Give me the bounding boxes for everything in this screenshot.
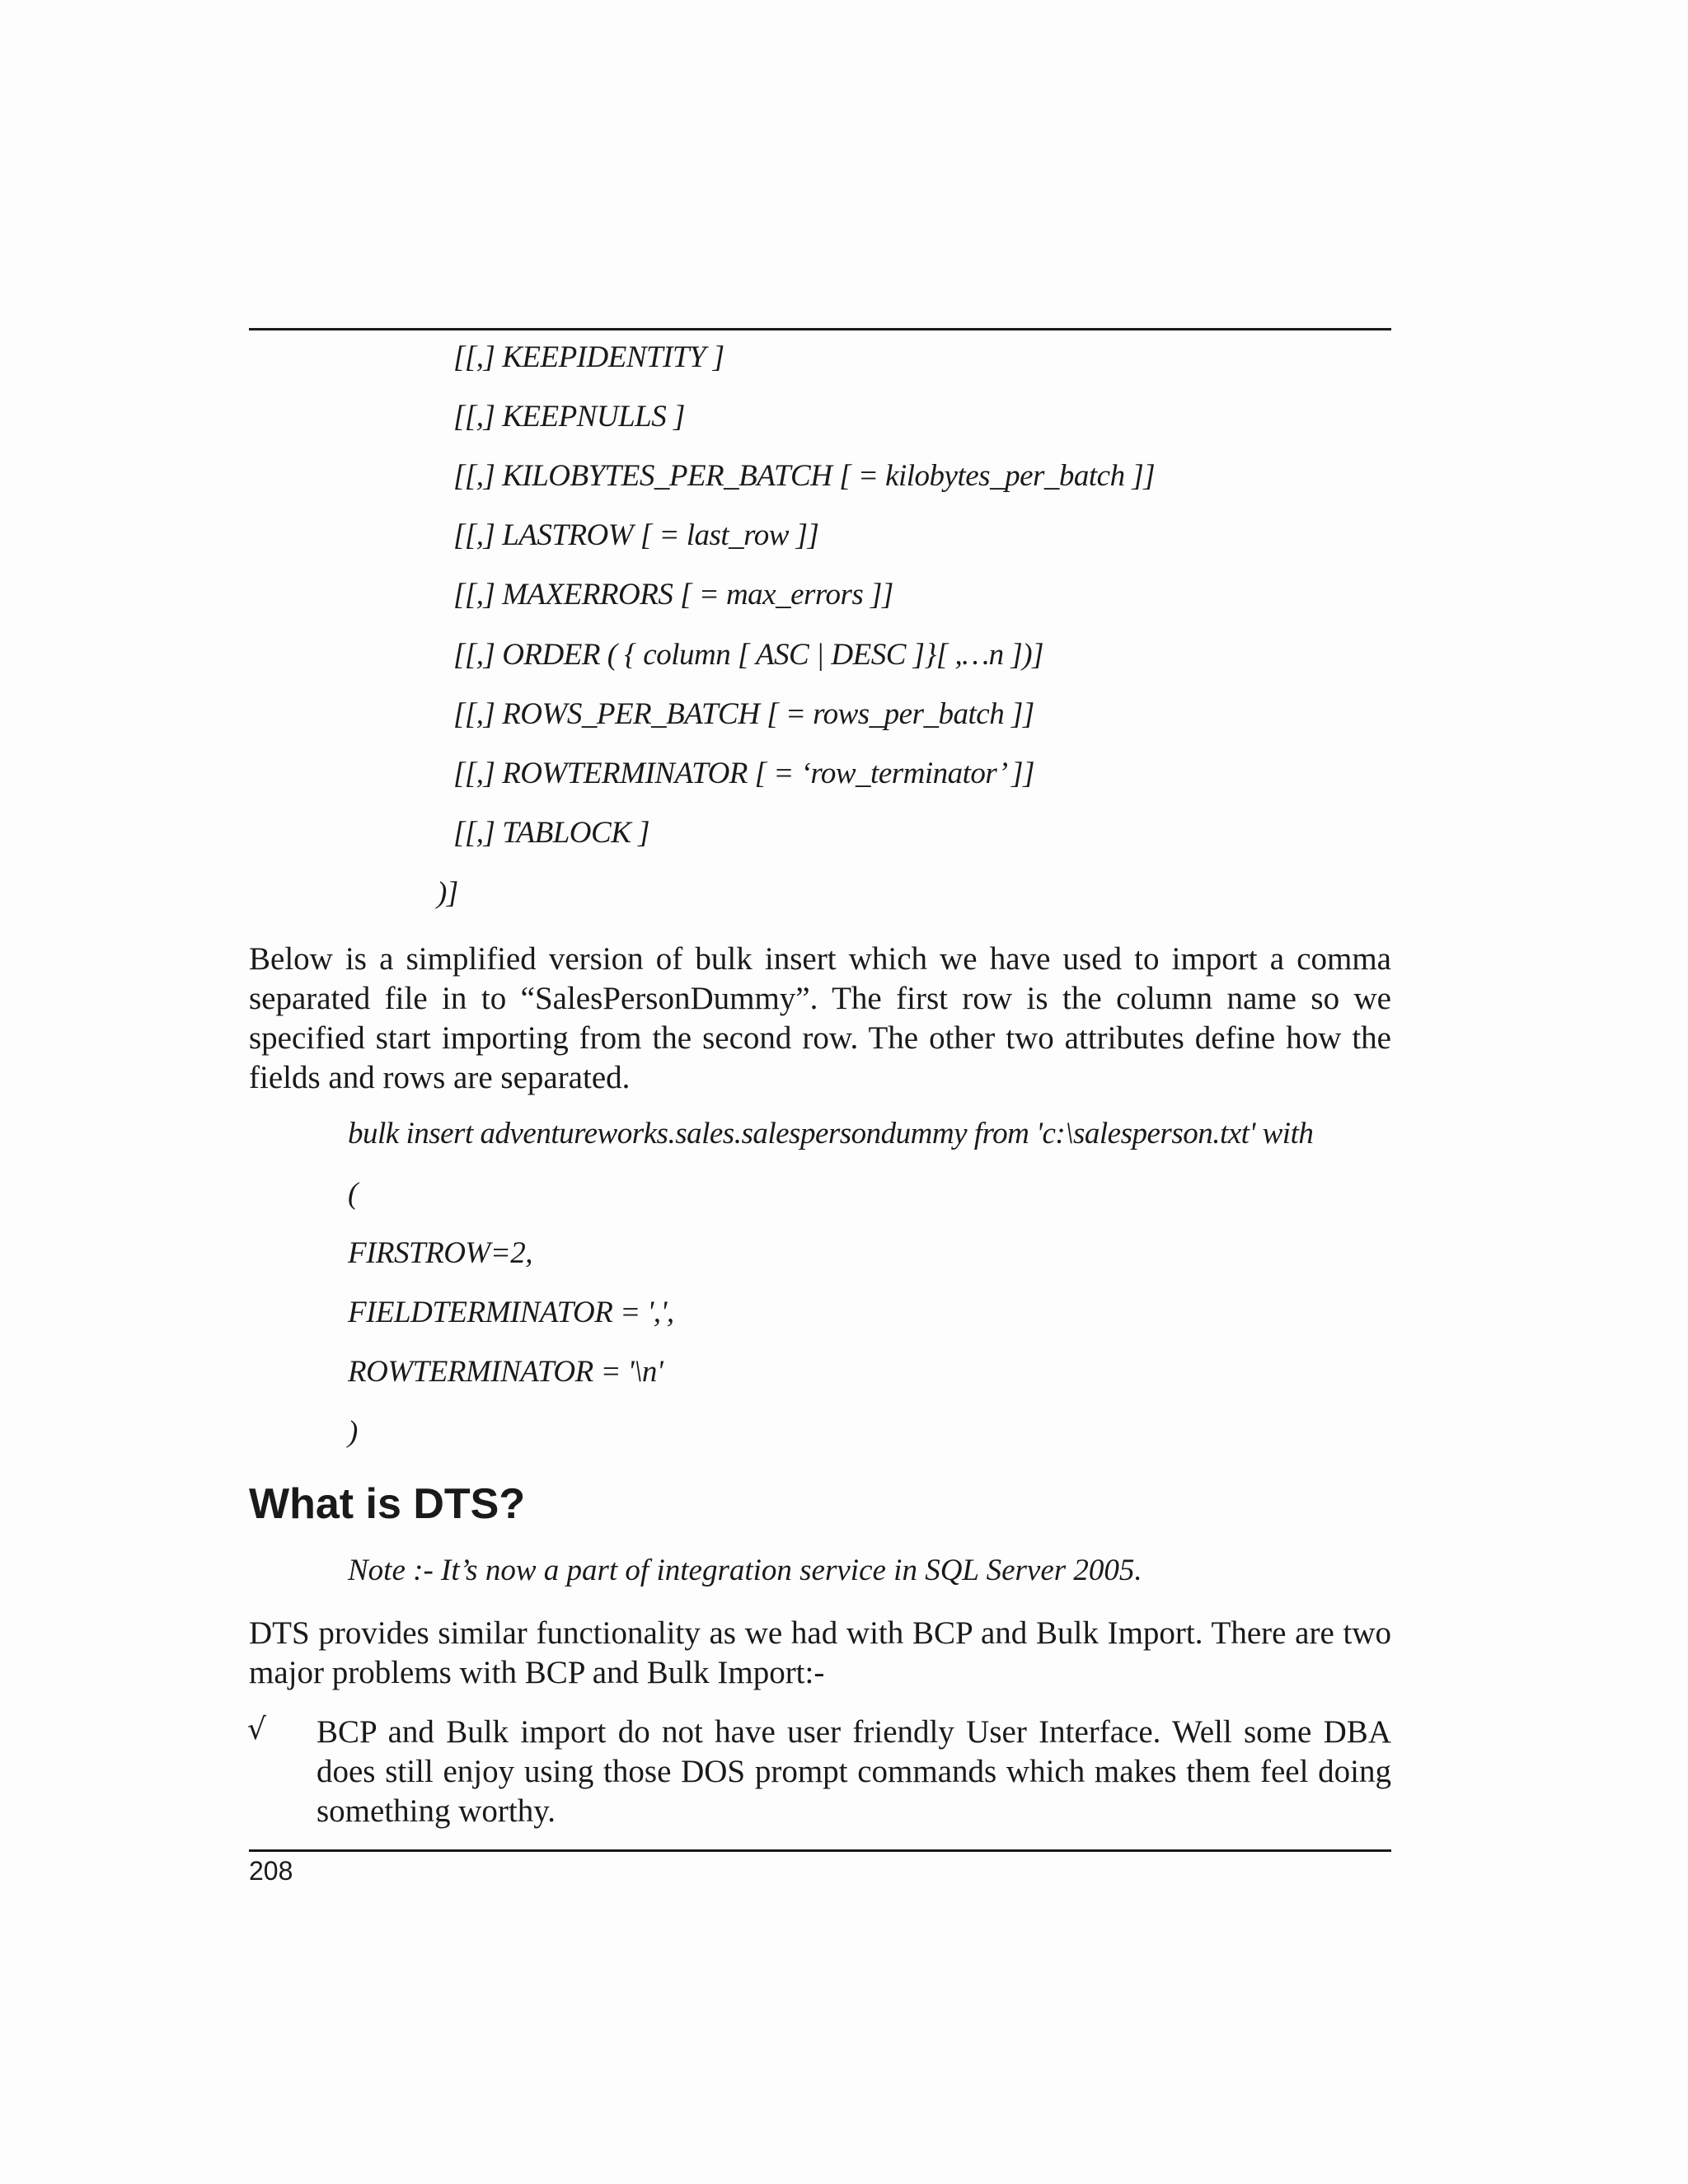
example-line-rowterminator: ROWTERMINATOR = '\n': [348, 1355, 663, 1389]
example-line-open-paren: (: [348, 1177, 358, 1211]
example-line-firstrow: FIRSTROW=2,: [348, 1236, 532, 1270]
syntax-line-rowterminator: [[,] ROWTERMINATOR [ = ‘row_terminator’ ]]: [453, 757, 1034, 790]
bullet-item-text: BCP and Bulk import do not have user friendly User Interface. Well some DBA does still enjoy using those DOS prompt commands which makes them feel doing something worthy.: [316, 1714, 1391, 1829]
intro-paragraph: Below is a simplified version of bulk insert which we have used to import a comma separated file in to “SalesPersonDummy”. The first row is the column name so we specified start importing from the second row. The other two attributes define how the fields and rows are separated.: [249, 941, 1391, 1095]
syntax-line-kilobytes: [[,] KILOBYTES_PER_BATCH [ = kilobytes_per_batch ]]: [453, 459, 1156, 493]
example-line-bulk-insert: bulk insert adventureworks.sales.salespersondummy from 'c:\salesperson.txt' with: [348, 1117, 1314, 1151]
syntax-line-rows-per-batch: [[,] ROWS_PER_BATCH [ = rows_per_batch ]]: [453, 697, 1034, 731]
syntax-line-order: [[,] ORDER ( { column [ ASC | DESC ]}[ ,…n ])]: [453, 638, 1044, 672]
example-line-close-paren: ): [348, 1415, 358, 1449]
syntax-line-keepidentity: [[,] KEEPIDENTITY ]: [453, 340, 724, 374]
page-number: 208: [249, 1856, 293, 1886]
section-heading: What is DTS?: [249, 1480, 526, 1528]
syntax-line-maxerrors: [[,] MAXERRORS [ = max_errors ]]: [453, 578, 893, 612]
syntax-line-lastrow: [[,] LASTROW [ = last_row ]]: [453, 518, 819, 552]
syntax-line-tablock: [[,] TABLOCK ]: [453, 816, 650, 850]
dts-paragraph: DTS provides similar functionality as we had with BCP and Bulk Import. There are two major problems with BCP and Bulk Import:-: [249, 1615, 1391, 1690]
syntax-line-close: )]: [437, 876, 458, 910]
footer-rule: [249, 1849, 1391, 1852]
checkmark-bullet-icon: √: [247, 1713, 266, 1746]
header-rule: [249, 328, 1391, 330]
example-line-fieldterminator: FIELDTERMINATOR = ',',: [348, 1296, 674, 1329]
syntax-line-keepnulls: [[,] KEEPNULLS ]: [453, 400, 685, 434]
note-text: Note :- It’s now a part of integration service in SQL Server 2005.: [348, 1554, 1142, 1587]
